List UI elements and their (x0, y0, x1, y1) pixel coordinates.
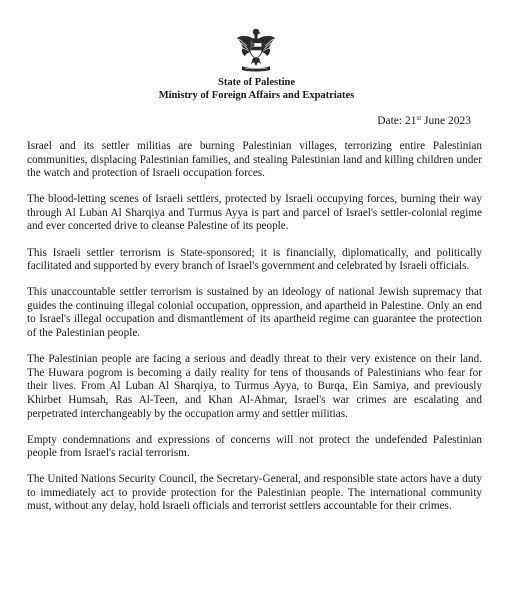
date-ordinal-suffix: st (416, 114, 422, 122)
date-rest: June 2023 (421, 115, 471, 127)
letterhead (0, 76, 513, 102)
date-prefix: Date: 21 (377, 115, 417, 127)
paragraph: Empty condemnations and expressions of concerns will not protect the undefended Palestinian people from Israel's racial terrorism. (27, 433, 482, 460)
paragraph: The Palestinian people are facing a serious and deadly threat to their very existence on their land. The Huwara pogrom is becoming a daily reality for tens of thousands of Palestinians who fear for their lives. From Al Luban Al Sharqiya, to Turmus Ayya, to Burqa, Ein Samiya, and previously Khirbet Humsah, Ras Al-Teen, and Khan Al-Ahmar, Israel's war crimes are escalating and perpetrated interchangeably by the occupation army and settler militias. (27, 353, 482, 420)
paragraph: This Israeli settler terrorism is State-sponsored; it is financially, diplomatically, and politically facilitated and supported by every branch of Israel's government and celebrated by Israeli officials. (27, 246, 482, 273)
paragraph: The United Nations Security Council, the Secretary-General, and responsible state actors have a duty to immediately act to provide protection for the Palestinian people. The international community must, without any delay, hold Israeli officials and terrorist settlers accountable for their crimes. (27, 473, 482, 513)
paragraph: This unaccountable settler terrorism is sustained by an ideology of national Jewish supremacy that guides the continuing illegal colonial occupation, oppression, and apartheid in Palestine. Only an end to Israel's illegal occupation and dismantlement of its apartheid regime can guarantee the protection of the Palestinian people. (27, 286, 482, 340)
statement-body (27, 140, 482, 527)
paragraph: The blood-letting scenes of Israeli settlers, protected by Israeli occupying forces, burning their way through Al Luban Al Sharqiya and Turmus Ayya is part and parcel of Israel's settler-colonial regime and ever concerted drive to cleanse Palestine of its people. (27, 193, 482, 233)
document-date (377, 114, 471, 128)
eagle-emblem-icon (234, 26, 278, 72)
ministry-name: Ministry of Foreign Affairs and Expatriates (158, 90, 355, 101)
paragraph: Israel and its settler militias are burning Palestinian villages, terrorizing entire Palestinian communities, displacing Palestinian families, and stealing Palestinian land and killing children under the watch and protection of Israeli occupation forces. (27, 140, 482, 180)
state-name: State of Palestine (218, 77, 295, 88)
